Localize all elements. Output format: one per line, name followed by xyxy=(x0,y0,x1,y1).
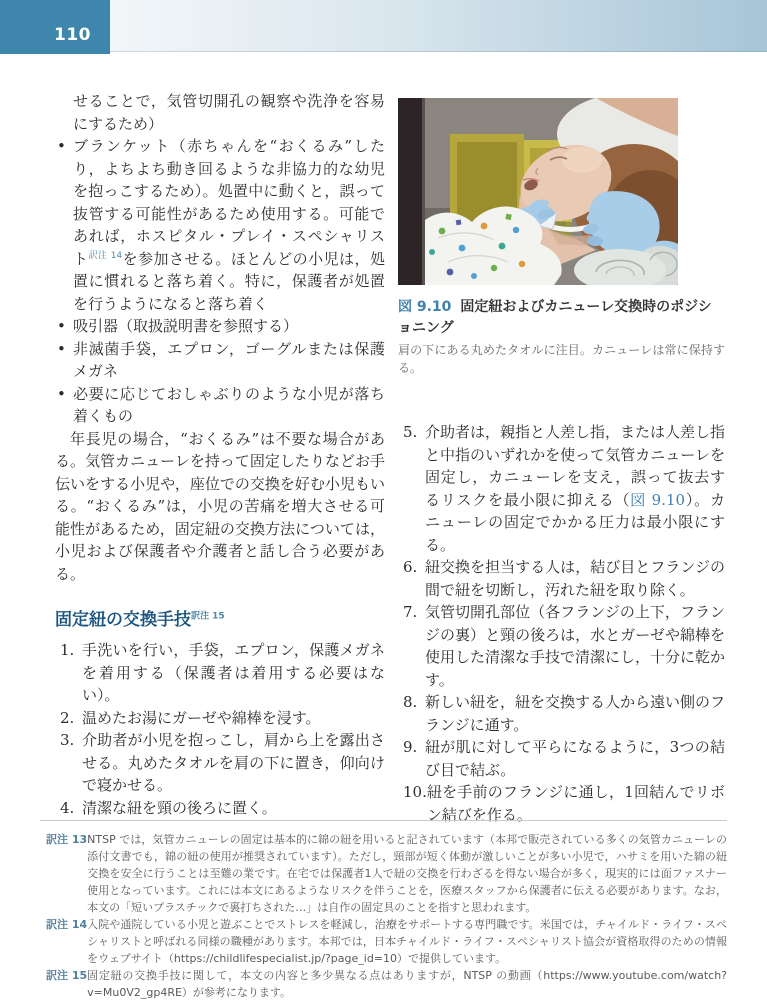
figure-caption-title: 固定紐およびカニューレ交換時のポジショニング xyxy=(398,299,712,336)
footnote-label: 訳注 13 xyxy=(46,833,88,846)
step-number: 1. xyxy=(60,641,75,659)
figure-crossref: 図 9.10 xyxy=(630,490,686,509)
list-item xyxy=(55,338,385,383)
figure-photo xyxy=(398,98,678,285)
footnote-text: 入院や通院している小児と遊ぶことでストレスを軽減し，治療をサポートする専門職です。米国では，チャイルド・ライフ・スペシャリストと呼ばれる同様の職種があります。本邦では，日本チャイルド・ライフ・スペシャリスト協会が資格取得のための情報をウェブサイト（https://childlifespecialist.jp/?page_id=10）で提供しています。 xyxy=(87,918,727,965)
paragraph-continuation: せることで，気管切開孔の観察や洗浄を容易にするため） xyxy=(73,92,385,133)
footnote-13 xyxy=(40,831,727,916)
step-number: 9. xyxy=(403,738,418,756)
step-number: 5. xyxy=(403,423,418,441)
list-item xyxy=(55,315,385,338)
step-item xyxy=(398,691,725,736)
content-columns xyxy=(55,90,725,826)
procedure-steps-1-4 xyxy=(55,639,385,819)
bullet-icon: • xyxy=(57,339,66,358)
bullet-text: を参加させる。ほとんどの小児は，処置に慣れると落ち着く。特に，保護者が処置を行うようになると落ち着く xyxy=(73,249,385,313)
step-text: 介助者が小児を抱っこし，肩から上を露出させる。丸めたタオルを肩の下に置き，仰向けで寝かせる。 xyxy=(82,731,385,794)
step-text: 新しい紐を，紐を交換する人から遠い側のフランジに通す。 xyxy=(425,693,726,734)
list-item xyxy=(55,135,385,315)
step-text: 介助者は，親指と人差し指，または人差し指と中指のいずれかを使って気管カニューレを固定し，カニューレを支え，誤って抜去するリスクを最小限に抑える（図 9.10）。カニューレの固定でかかる圧力は最小限にする。 xyxy=(425,423,726,554)
footnote-text: 固定紐の交換手技に関して，本文の内容と多少異なる点はありますが，NTSP の動画（https://www.youtube.com/watch?v=Mu0V2_gp4RE）が参考になります。 xyxy=(87,969,727,999)
page-number-tab xyxy=(0,0,110,54)
figure-caption xyxy=(398,297,725,339)
step-item xyxy=(398,601,725,691)
body-paragraph: 年長児の場合，“おくるみ”は不要な場合がある。気管カニューレを持って固定したりなどお手伝いをする小児や，座位での交換を好む小児もいる。“おくるみ”は，小児の苦痛を増大させる可能性があるため，固定紐の交換方法については，小児および保護者や介護者と話し合う必要がある。 xyxy=(55,429,385,583)
step-item xyxy=(55,707,385,730)
step-item xyxy=(55,729,385,797)
step-number: 3. xyxy=(60,731,75,749)
procedure-steps-5-10 xyxy=(398,421,725,826)
footnote-text: NTSP では，気管カニューレの固定は基本的に綿の紐を用いると記されています（本邦で販売されている多くの気管カニューレの添付文書でも，綿の紐の使用が推奨されています）。ただし，頸部が短く体動が激しいことが多い小児で，ハサミを用いた綿の紐交換を安全に行うことは至難の業です。在宅では保護者1人で紐の交換を行わざるを得ない場合が多く，現実的には面ファスナー使用となっています。これには本文にあるようなリスクを伴うことを，医療スタッフから保護者に伝える必要があります。なお，本文の「短いプラスチックで裏打ちされた…」は自作の固定具のことを指すと思われます。 xyxy=(87,833,727,914)
bullet-icon: • xyxy=(57,137,66,155)
header-band xyxy=(0,0,767,52)
bullet-text: 非滅菌手袋，エプロン，ゴーグルまたは保護メガネ xyxy=(73,339,385,380)
bullet-text: 必要に応じておしゃぶりのような小児が落ち着くもの xyxy=(73,384,385,425)
step-item xyxy=(398,556,725,601)
step-number: 4. xyxy=(60,798,75,817)
section-heading: 固定紐の交換手技$^{訳注 15}$ xyxy=(55,610,225,630)
footnote-15 xyxy=(40,967,727,1000)
figure-caption-label: 図 9.10 xyxy=(398,299,452,315)
footnote-ref-14: 訳注 14 xyxy=(88,250,123,261)
step-text: 紐が肌に対して平らになるように，3つの結び目で結ぶ。 xyxy=(425,738,725,779)
bullet-text: 吸引器（取扱説明書を参照する） xyxy=(73,317,299,335)
page-number: 110 xyxy=(54,25,91,45)
list-item xyxy=(55,383,385,428)
step-item xyxy=(398,736,725,781)
step-number: 10. xyxy=(403,783,427,801)
step-text: 清潔な紐を頸の後ろに置く。 xyxy=(82,798,277,817)
right-column xyxy=(398,90,725,826)
footnote-ref-15: 訳注 15 xyxy=(191,611,225,622)
step-number: 2. xyxy=(60,708,75,727)
step-item xyxy=(55,639,385,707)
step-number: 8. xyxy=(403,693,418,711)
step-text: 気管切開孔部位（各フランジの上下，フランジの裏）と頸の後ろは，水とガーゼや綿棒を使用した清潔な手技で清潔にし，十分に乾かす。 xyxy=(425,603,726,689)
supplies-bullet-list xyxy=(55,135,385,428)
step-item xyxy=(398,421,725,556)
step-number: 6. xyxy=(403,558,418,576)
step-number: 7. xyxy=(403,603,418,621)
bullet-icon: • xyxy=(57,317,66,335)
footnote-label: 訳注 14 xyxy=(46,918,88,931)
bullet-icon: • xyxy=(57,384,66,403)
step-text: 紐を手前のフランジに通し，1回結んでリボン結びを作る。 xyxy=(426,783,725,824)
left-column xyxy=(55,90,385,826)
step-text: 紐交換を担当する人は，結び目とフランジの間で紐を切断し，汚れた紐を取り除く。 xyxy=(425,558,725,599)
bullet-text: ブランケット（赤ちゃんを“おくるみ”したり，よちよち動き回るような非協力的な幼児を抱っこするため）。処置中に動くと，誤って抜管する可能性があるため使用する。可能であれば，ホスピタル・プレイ・スペシャリスト xyxy=(73,137,385,268)
figure-caption-note: 肩の下にある丸めたタオルに注目。カニューレは常に保持する。 xyxy=(398,343,725,375)
step-text: 手洗いを行い，手袋，エプロン，保護メガネを着用する（保護者は着用する必要はない）。 xyxy=(82,641,385,704)
step-item xyxy=(55,797,385,820)
footnote-14 xyxy=(40,916,727,967)
footnote-label: 訳注 15 xyxy=(46,969,88,982)
translator-footnotes xyxy=(40,820,727,1000)
step-text: 温めたお湯にガーゼや綿棒を浸す。 xyxy=(82,708,321,727)
